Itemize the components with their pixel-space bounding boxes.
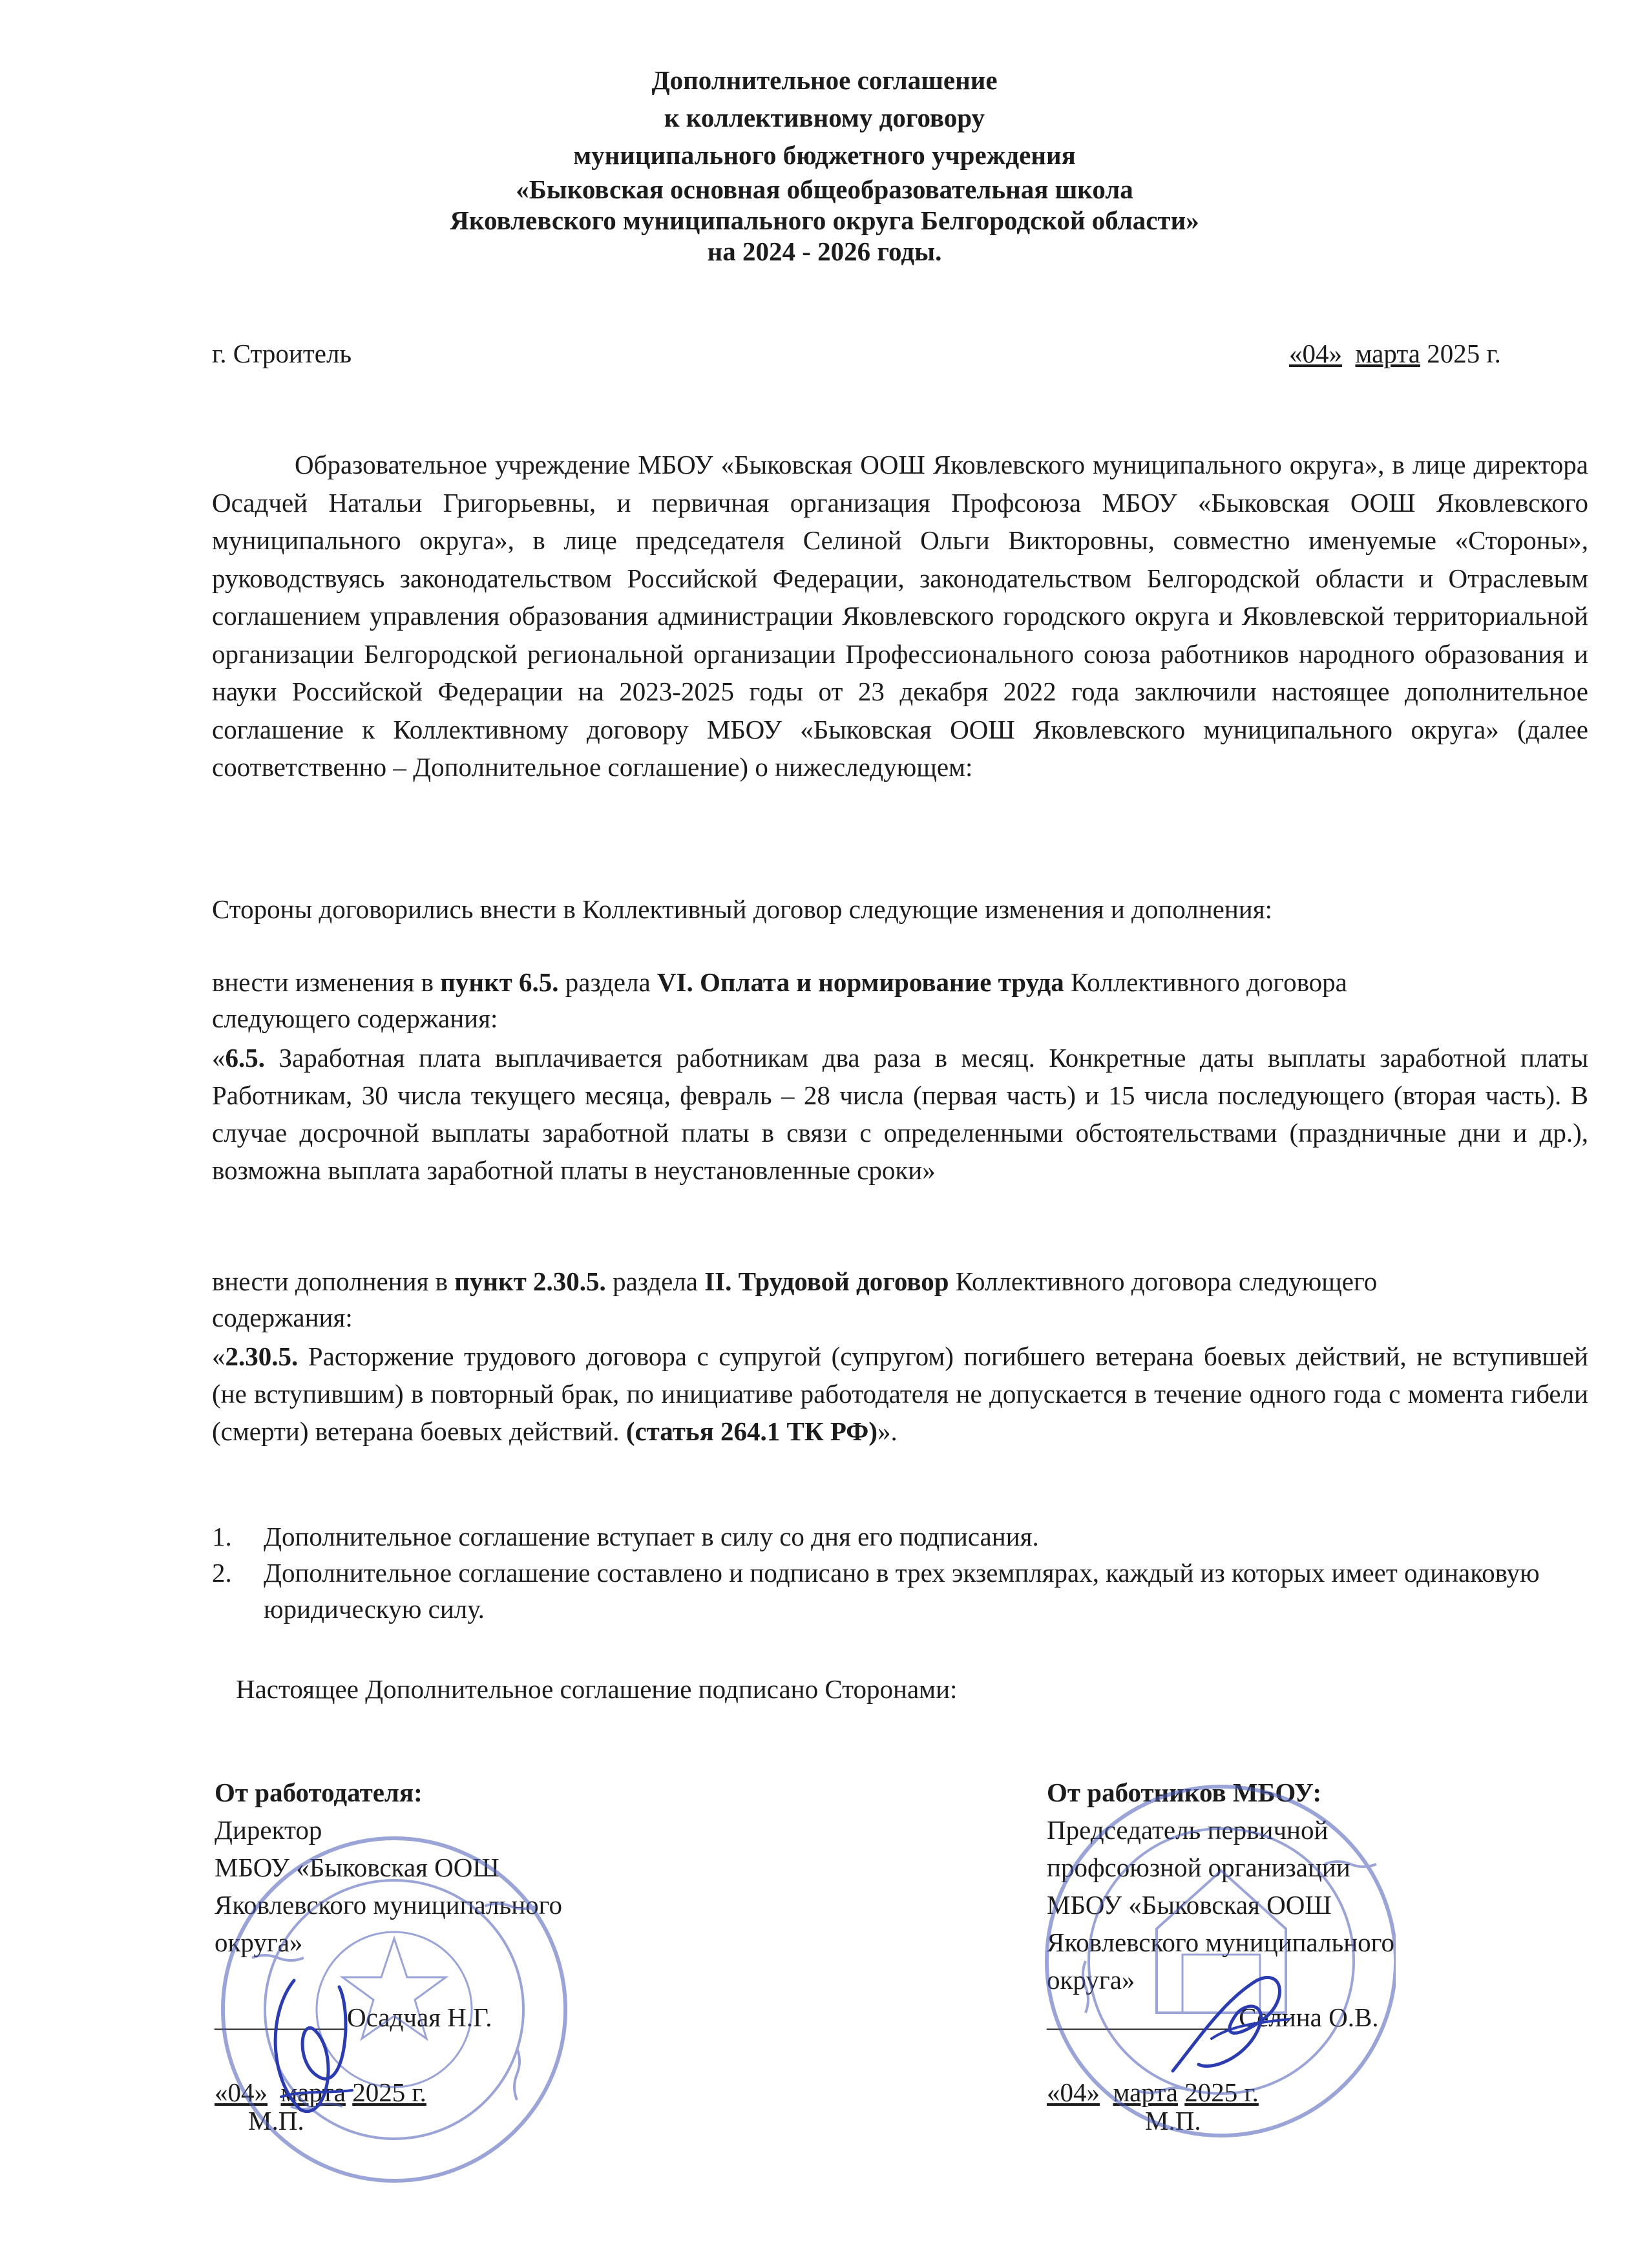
list-item: 2. Дополнительное соглашение составлено и подписано в трех экземплярах, каждый из которых имеет одинаковую юридическую силу.	[212, 1558, 1540, 1624]
change-2-point: пункт 2.30.5.	[454, 1266, 606, 1296]
employees-heading: От работников МБОУ:	[1047, 1778, 1322, 1807]
change-2-quote: «2.30.5. Расторжение трудового договора с супругой (супругом) погибшего ветерана боевых действий, не вступившей (не вступившим) в повторный брак, по инициативе работодателя не допускается в течение одного года с момента гибели (смерти) ветерана боевых действий. (статья 264.1 ТК РФ)».	[212, 1341, 1588, 1446]
employer-seal-mark: М.П.	[248, 2106, 304, 2136]
employees-seal-mark: М.П.	[1145, 2106, 1201, 2136]
city: г. Строитель	[212, 339, 352, 368]
document-title	[0, 61, 1649, 267]
date-day: «04»	[1289, 339, 1342, 368]
employees-date: «04» марта 2025 г.	[1047, 2077, 1259, 2107]
change-1-intro: внести изменения в пункт 6.5. раздела VI. Оплата и нормирование труда Коллективного договора следующего содержания:	[212, 967, 1347, 1033]
employer-heading: От работодателя:	[215, 1778, 423, 1807]
title-line-2: к коллективному договору	[664, 103, 985, 132]
employer-signature-icon	[255, 1961, 365, 2129]
title-line-4: «Быковская основная общеобразовательная школа	[516, 174, 1133, 204]
change-1-quote: «6.5. Заработная плата выплачивается работникам два раза в месяц. Конкретные даты выплаты заработной платы Работникам, 30 числа текущего месяца, февраль – 28 числа (первая часть) и 15 числа последующего (вторая часть). В случае досрочной выплаты заработной платы в связи с определенными обстоятельствами (праздничные дни и др.), возможна выплата заработной платы в неустановленные сроки»	[212, 1043, 1588, 1185]
employees-signature-block: От работников МБОУ: Председатель первичной профсоюзной организации МБОУ «Быковская ООШ Яковлевского муниципального округа» ______________ Селина О.В. «04» марта 2025 г. М.П.	[1047, 1774, 1394, 2139]
employees-signature-icon	[1160, 1961, 1302, 2090]
date-year: 2025 г.	[1427, 339, 1501, 368]
change-2-intro: внести дополнения в пункт 2.30.5. раздела II. Трудовой договор Коллективного договора следующего содержания:	[212, 1266, 1378, 1332]
employer-date: «04» марта 2025 г.	[215, 2077, 426, 2107]
document-date	[1289, 335, 1501, 372]
employees-signature-row: ______________ Селина О.В.	[1047, 2002, 1379, 2032]
list-item: 1. Дополнительное соглашение вступает в силу со дня его подписания.	[212, 1522, 1039, 1551]
employer-signature-block: От работодателя: Директор МБОУ «Быковская ООШ Яковлевского муниципального округа» __________Осадчая Н.Г. «04» марта 2025 г. М.П.	[215, 1774, 562, 2139]
quote-2-reference: (статья 264.1 ТК РФ)	[625, 1416, 878, 1446]
change-1-section: VI. Оплата и нормирование труда	[656, 967, 1064, 997]
change-1-point: пункт 6.5.	[440, 967, 559, 997]
intro-paragraph: Образовательное учреждение МБОУ «Быковская ООШ Яковлевского муниципального округа», в лице директора Осадчей Натальи Григорьевны, и первичная организация Профсоюза МБОУ «Быковская ООШ Яковлевского муниципального округа», в лице председателя Селиной Ольги Викторовны, совместно именуемые «Стороны», руководствуясь законодательством Российской Федерации, законодательством Белгородской области и Отраслевым соглашением управления образования администрации Яковлевского городского округа и Яковлевской территориальной организации Белгородской региональной организации Профессионального союза работников народного образования и науки Российской Федерации на 2023-2025 годы от 23 декабря 2022 года заключили настоящее дополнительное соглашение к Коллективному договору МБОУ «Быковская ООШ Яковлевского муниципального округа» (далее соответственно – Дополнительное соглашение) о нижеследующем:	[212, 450, 1588, 782]
employer-name: Осадчая Н.Г.	[347, 2002, 492, 2032]
agreed-paragraph: Стороны договорились внести в Коллективный договор следующие изменения и дополнения:	[212, 894, 1273, 924]
employer-signature-row: __________Осадчая Н.Г.	[215, 2002, 492, 2032]
title-line-3: муниципального бюджетного учреждения	[573, 140, 1076, 170]
employees-name: Селина О.В.	[1239, 2002, 1379, 2032]
date-month: марта	[1355, 339, 1420, 368]
change-2-section: II. Трудовой договор	[704, 1266, 949, 1296]
clauses-list	[212, 1518, 1588, 1627]
title-line-5: Яковлевского муниципального округа Белгородской области»	[450, 205, 1199, 235]
signed-statement: Настоящее Дополнительное соглашение подписано Сторонами:	[236, 1674, 958, 1704]
quote-2-number: 2.30.5.	[225, 1341, 299, 1371]
title-line-6: на 2024 - 2026 годы.	[707, 236, 942, 266]
quote-1-number: 6.5.	[225, 1043, 265, 1073]
title-line-1: Дополнительное соглашение	[651, 65, 998, 95]
